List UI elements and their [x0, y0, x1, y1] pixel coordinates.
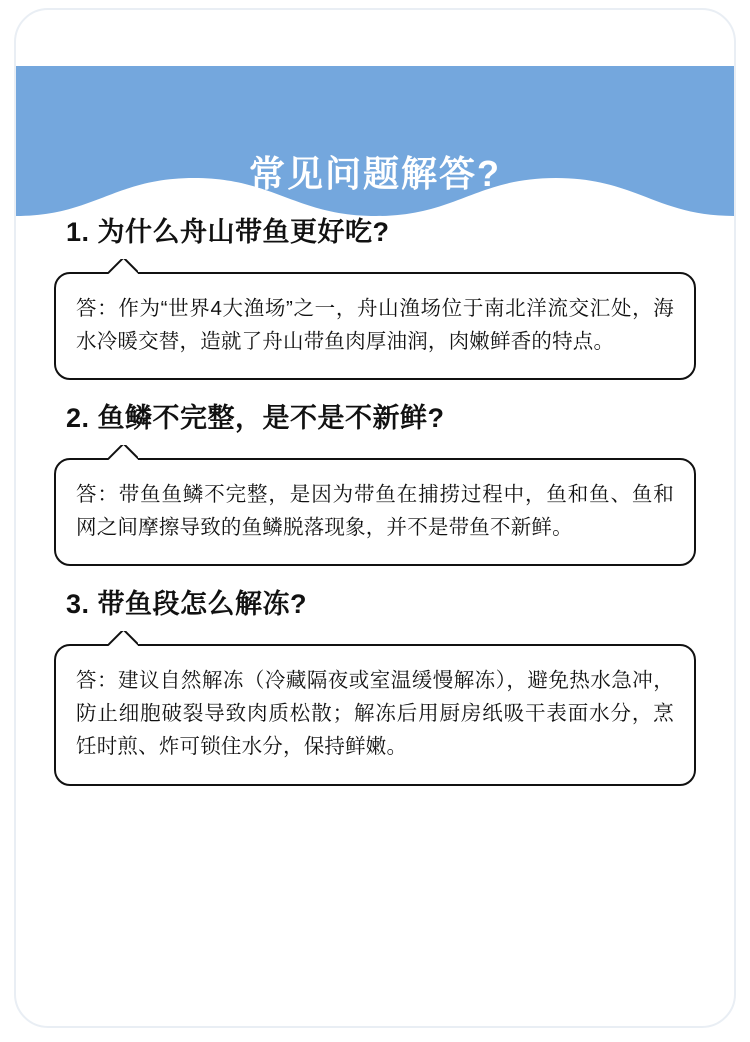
callout-pointer-icon: [108, 631, 138, 647]
faq-answer-text: 答：建议自然解冻（冷藏隔夜或室温缓慢解冻），避免热水急冲，防止细胞破裂导致肉质松散；解冻后用厨房纸吸干表面水分，烹饪时煎、炸可锁住水分，保持鲜嫩。: [76, 669, 674, 759]
faq-answer-box: [54, 644, 696, 786]
faq-question: 1. 为什么舟山带鱼更好吃?: [66, 217, 390, 247]
faq-answer-box: [54, 458, 696, 566]
banner: [16, 66, 734, 216]
faq-item: [54, 588, 696, 785]
faq-answer-text: 答：作为“世界4大渔场”之一，舟山渔场位于南北洋流交汇处，海水冷暖交替，造就了舟山带鱼肉厚油润，肉嫩鲜香的特点。: [76, 296, 674, 353]
faq-answer-box: [54, 272, 696, 380]
faq-question: 3. 带鱼段怎么解冻?: [66, 589, 308, 620]
faq-item: [54, 402, 696, 566]
faq-question: 2. 鱼鳞不完整，是不是不新鲜?: [66, 403, 445, 434]
faq-answer-text: 答：带鱼鱼鳞不完整，是因为带鱼在捕捞过程中，鱼和鱼、鱼和网之间摩擦导致的鱼鳞脱落现象，并不是带鱼不新鲜。: [76, 482, 674, 540]
faq-item: [54, 216, 696, 380]
page-title: 常见问题解答?: [249, 153, 501, 194]
callout-pointer-icon: [108, 259, 138, 275]
callout-pointer-icon: [108, 445, 138, 461]
faq-list: [16, 216, 734, 808]
faq-card: [14, 8, 736, 1028]
